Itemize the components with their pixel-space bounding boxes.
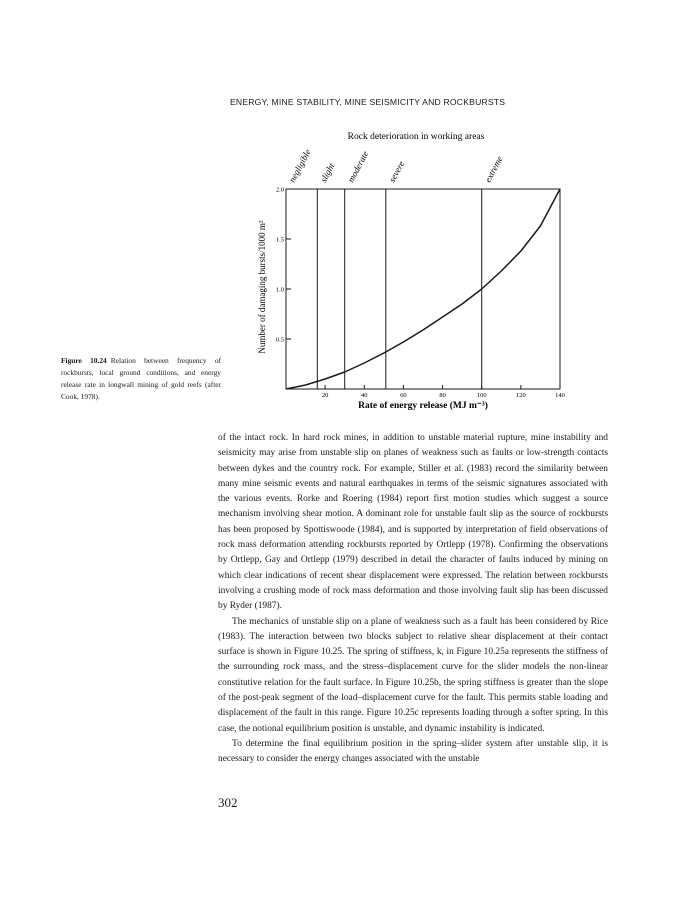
rockburst-chart	[240, 125, 580, 415]
body-text	[218, 431, 608, 768]
x-tick-label: 140	[555, 392, 565, 399]
plot-frame	[286, 189, 560, 389]
x-tick-label: 20	[321, 392, 329, 399]
zone-label: slight	[318, 161, 337, 184]
x-tick-label: 100	[476, 392, 487, 399]
y-tick-label: 0.5	[275, 336, 284, 344]
y-tick-label: 1.5	[275, 236, 284, 244]
zone-label: negligible	[286, 147, 313, 184]
x-tick-label: 80	[439, 392, 446, 399]
x-axis-label: Rate of energy release (MJ m⁻³)	[358, 401, 488, 411]
y-tick-label: 2.0	[275, 186, 284, 194]
paragraph: To determine the final equilibrium position in the spring–slider system after unstable slip, it is necessary to consider the energy changes associated with the unstable	[218, 738, 608, 765]
paragraph: The mechanics of unstable slip on a plane of weakness such as a fault has been considered by Rice (1983). The interaction between two blocks subject to relative shear displacement at their contact surface is shown in Figure 10.25. The spring of stiffness, k, in Figure 10.25a represents the stiffness of the surrounding rock mass, and the stress–displacement curve for the slider models the non-linear constitutive relation for the fault surface. In Figure 10.25b, the spring stiffness is greater than the slope of the post-peak segment of the load–displacement curve for the fault. This permits stable loading and displacement of the fault in this range. Figure 10.25c represents loading through a softer spring. In this case, the notional equilibrium position is unstable, and dynamic instability is indicated.	[218, 616, 608, 734]
x-tick-label: 60	[400, 392, 407, 399]
zone-label: extreme	[482, 154, 505, 184]
chart-title: Rock deterioration in working areas	[347, 132, 485, 142]
plot-area	[276, 147, 565, 399]
zone-label: moderate	[345, 149, 371, 184]
zone-label: severe	[386, 159, 407, 184]
running-header: ENERGY, MINE STABILITY, MINE SEISMICITY AND ROCKBURSTS	[230, 97, 506, 107]
series-line	[286, 189, 560, 389]
paragraph: of the intact rock. In hard rock mines, in addition to unstable material rupture, mine instability and seismicity may arise from unstable slip on planes of weakness such as faults or low-strength contacts between dykes and the country rock. For example, Stiller et al. (1983) record the similarity between many mine seismic events and natural earthquakes in terms of the seismic signatures associated with the various events. Rorke and Roering (1984) report first motion studies which suggest a source mechanism involving shear motion. A dominant role for unstable fault slip as the source of rockbursts has been proposed by Spottiswoode (1984), and is supported by interpretation of field observations of rock mass deformation attending rockbursts reported by Ortlepp (1978). Confirming the observations by Ortlepp, Gay and Ortlepp (1979) described in detail the character of faults induced by mining on which clear indications of recent shear displacement were expressed. The relation between rockbursts involving a crushing mode of rock mass deformation and those involving fault slip has been discussed by Ryder (1987).	[218, 433, 608, 612]
figure-caption	[61, 355, 221, 403]
figure-label: Figure 10.24	[61, 356, 107, 365]
y-axis-label: Number of damaging bursts/1000 m²	[257, 220, 267, 354]
figure-caption-text: Relation between frequency of rockbursts, local ground conditions, and energy release rate in longwall mining of gold reefs (after Cook, 1978).	[61, 356, 221, 401]
x-tick-label: 40	[361, 392, 368, 399]
page-number: 302	[218, 795, 238, 810]
y-tick-label: 1.0	[275, 286, 284, 294]
x-tick-label: 120	[515, 392, 526, 399]
